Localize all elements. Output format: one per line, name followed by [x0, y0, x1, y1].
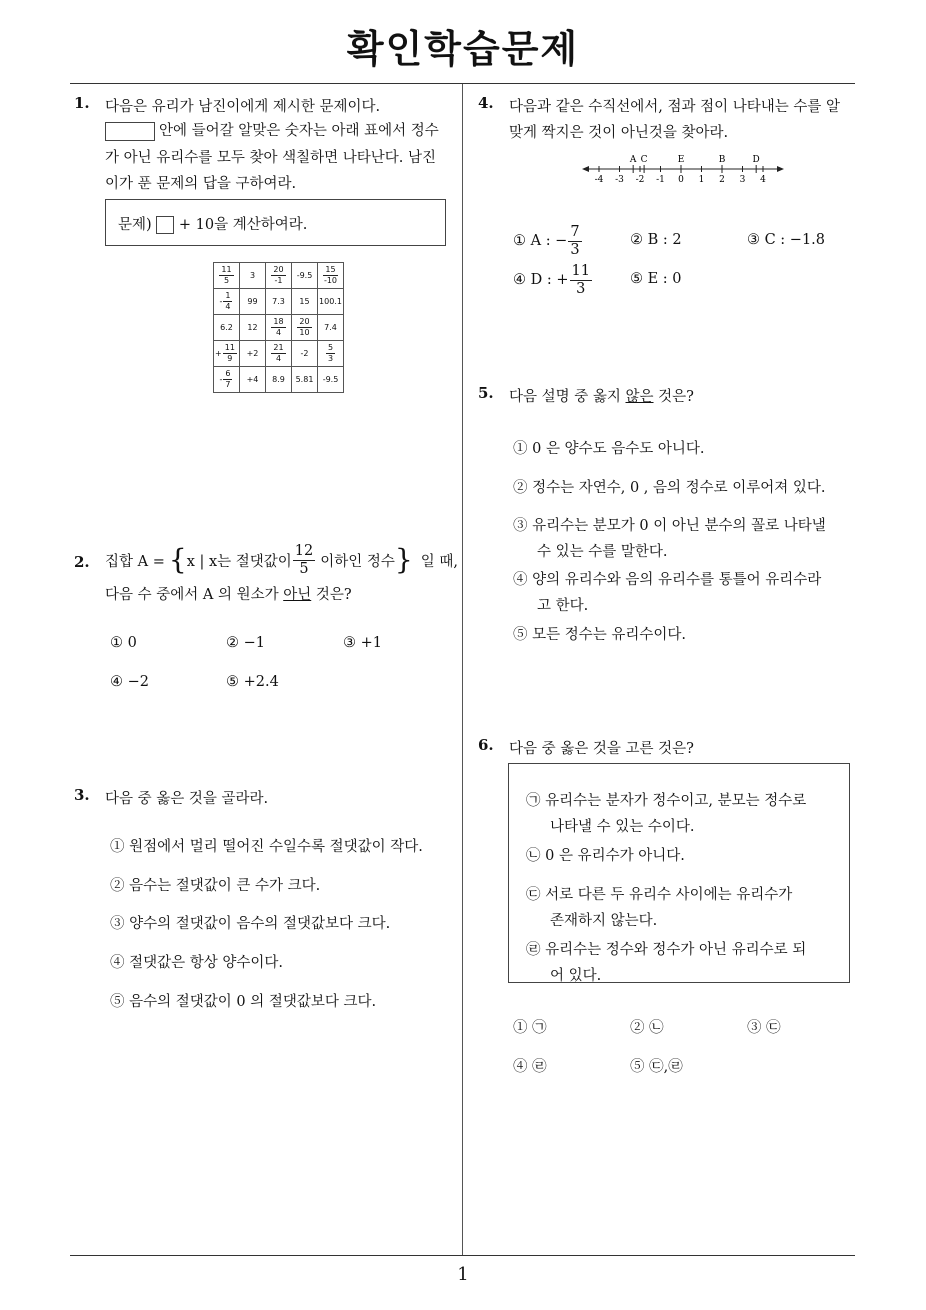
option-1[interactable]: ① 0: [110, 635, 137, 651]
fraction-numerator: 7: [570, 224, 580, 240]
table-cell: [214, 263, 240, 289]
fraction-numerator: 5: [327, 343, 334, 352]
table-cell: [214, 289, 240, 315]
fraction-denominator: 9: [227, 354, 233, 363]
statement-4: ㉣ 유리수는 정수와 정수가 아닌 유리수로 되: [526, 942, 807, 958]
number-line-tick-label: 3: [739, 175, 746, 185]
question-text: 다음 설명 중 옳지: [509, 389, 621, 405]
option-3[interactable]: ③ ㉢: [747, 1020, 781, 1036]
option-5[interactable]: ⑤ 모든 정수는 유리수이다.: [513, 627, 687, 643]
page-title: 확인학습문제: [346, 27, 580, 71]
question-number: 5.: [478, 384, 494, 402]
question-text-line: 다음과 같은 수직선에서, 점과 점이 나타내는 수를 알: [509, 99, 841, 115]
option-3[interactable]: ③ 유리수는 분모가 0 이 아닌 분수의 꼴로 나타낼: [513, 518, 826, 534]
number-line-tick-label: 2: [719, 175, 725, 185]
table-cell: 100.1: [318, 289, 344, 315]
fraction: [568, 225, 581, 257]
number-line-point-label: A: [629, 155, 637, 165]
option-1[interactable]: ① ㉠: [513, 1020, 547, 1036]
option-1[interactable]: ① 0 은 양수도 음수도 아니다.: [513, 441, 705, 457]
fraction-numerator: 6: [225, 369, 231, 378]
page-number: 1: [457, 1264, 469, 1285]
fraction: [297, 318, 311, 337]
statement-2: ㉡ 0 은 유리수가 아니다.: [526, 848, 685, 864]
option-2[interactable]: ② ㉡: [630, 1020, 664, 1036]
number-line-point-label: D: [752, 155, 760, 165]
option-4[interactable]: ④ 절댓값은 항상 양수이다.: [110, 955, 284, 971]
number-line-point-label: C: [640, 155, 648, 165]
number-line-tick-label: -3: [615, 175, 624, 185]
number-line-tick-label: -4: [594, 175, 604, 185]
fraction: [570, 264, 592, 296]
option-3[interactable]: ③ 양수의 절댓값이 음수의 절댓값보다 크다.: [110, 916, 391, 932]
problem-box: [105, 199, 446, 246]
option-3[interactable]: ③ +1: [343, 635, 382, 651]
number-line-point-label: E: [677, 155, 685, 165]
table-cell: 7.4: [318, 315, 344, 341]
option-3-continued: 수 있는 수를 말한다.: [537, 544, 668, 560]
problem-label: 문제): [118, 217, 152, 233]
option-2[interactable]: ② B : 2: [630, 232, 682, 248]
problem-text: [118, 213, 307, 234]
set-definition-lead: 집합 A =: [105, 553, 165, 570]
fraction-denominator: 5: [299, 560, 309, 577]
statement-box: [508, 763, 850, 983]
table-row: [214, 341, 344, 367]
left-arrow-icon: [582, 166, 589, 172]
fraction-denominator: 7: [225, 380, 231, 389]
table-cell: 3: [240, 263, 266, 289]
table-row: [214, 263, 344, 289]
answer-blank-box: [105, 122, 155, 141]
fraction-numerator: 21: [273, 343, 284, 352]
question-text-line: [105, 583, 352, 604]
number-line: [582, 150, 784, 186]
option-5[interactable]: ⑤ +2.4: [226, 674, 279, 690]
fraction-denominator: -1: [274, 276, 283, 285]
option-4-continued: 고 한다.: [537, 598, 589, 614]
fraction: [271, 266, 285, 285]
option-2[interactable]: ② 음수는 절댓값이 큰 수가 크다.: [110, 878, 321, 894]
fraction-numerator: 11: [224, 343, 235, 352]
table-cell: [318, 341, 344, 367]
table-cell: 5.81: [292, 367, 318, 393]
fraction-numerator: 20: [273, 265, 284, 274]
question-text: 일 때,: [420, 553, 458, 570]
question-number: 4.: [478, 94, 494, 112]
table-cell: 12: [240, 315, 266, 341]
fraction: [322, 266, 339, 285]
table-cell: 15: [292, 289, 318, 315]
table-cell: [318, 263, 344, 289]
table-cell: [292, 315, 318, 341]
option-5[interactable]: ⑤ E : 0: [630, 271, 682, 287]
bottom-rule: [70, 1255, 855, 1256]
sign: -: [219, 297, 223, 306]
option-2[interactable]: ② −1: [226, 635, 265, 651]
table-cell: 7.3: [266, 289, 292, 315]
underlined-word: 아닌: [283, 587, 312, 603]
question-number: 1.: [74, 94, 90, 112]
table-cell: [266, 315, 292, 341]
question-text: 다음 수 중에서 A 의 원소가: [105, 587, 279, 603]
problem-expression: + 10을 계산하여라.: [178, 217, 308, 233]
question-number: 6.: [478, 736, 494, 754]
statement-1-continued: 나타낼 수 있는 수이다.: [550, 819, 695, 835]
statement-3: ㉢ 서로 다른 두 유리수 사이에는 유리수가: [526, 887, 793, 903]
sign: +: [215, 349, 222, 358]
option-text: ④ D : +: [513, 272, 569, 288]
statement-4-continued: 어 있다.: [550, 968, 602, 984]
right-brace: }: [394, 543, 413, 576]
set-condition-end: 이하인 정수: [320, 553, 395, 570]
fraction: [326, 344, 335, 363]
fraction-denominator: 4: [225, 302, 231, 311]
number-line-tick-label: 0: [678, 175, 684, 185]
fraction: [293, 544, 315, 576]
answer-blank-box: [156, 216, 174, 234]
fraction-numerator: 12: [294, 543, 314, 559]
fraction-denominator: 3: [327, 354, 334, 363]
number-line-tick-label: -1: [656, 175, 665, 185]
fraction: [271, 344, 285, 363]
question-text-line: 맞게 짝지은 것이 아닌것을 찾아라.: [509, 125, 729, 141]
option-text: ① A : −: [513, 233, 568, 249]
option-5[interactable]: ⑤ 음수의 절댓값이 0 의 절댓값보다 크다.: [110, 994, 377, 1010]
question-number: 2.: [74, 553, 90, 571]
option-4[interactable]: ④ ㉣: [513, 1059, 547, 1075]
fraction: [219, 266, 233, 285]
fraction-denominator: 10: [299, 328, 310, 337]
option-4[interactable]: [513, 263, 593, 297]
fraction-denominator: 5: [223, 276, 230, 285]
option-5[interactable]: ⑤ ㉢,㉣: [630, 1059, 683, 1075]
number-line-tick-label: -2: [635, 175, 645, 185]
number-line-tick-label: 4: [760, 175, 766, 185]
fraction: [223, 344, 237, 363]
number-line-tick-label: 1: [698, 175, 705, 185]
fraction-denominator: 3: [576, 280, 586, 297]
left-brace: {: [168, 543, 187, 576]
table-cell: -9.5: [318, 367, 344, 393]
fraction-numerator: 11: [221, 265, 232, 274]
table-cell: -2: [292, 341, 318, 367]
question-text: 안에 들어갈 알맞은 숫자는 아래 표에서 정수: [159, 123, 439, 139]
question-text: 것은?: [658, 389, 694, 405]
table-cell: +2: [240, 341, 266, 367]
table-cell: 8.9: [266, 367, 292, 393]
fraction: [223, 370, 232, 389]
question-text: 것은?: [315, 587, 352, 603]
fraction: [223, 292, 232, 311]
table-cell: [266, 341, 292, 367]
number-line-points: [629, 155, 760, 173]
table-cell: [214, 341, 240, 367]
sign: -: [219, 375, 223, 384]
statement-1: ㉠ 유리수는 분자가 정수이고, 분모는 정수로: [526, 793, 807, 809]
table-cell: [266, 263, 292, 289]
question-text-line: [509, 385, 694, 406]
option-1[interactable]: [513, 224, 583, 258]
question-text-line: [105, 540, 458, 580]
option-2[interactable]: ② 정수는 자연수, 0 , 음의 정수로 이루어져 있다.: [513, 480, 826, 496]
fraction-denominator: 4: [275, 328, 282, 337]
number-table: [213, 262, 344, 393]
question-text-line: 가 아닌 유리수를 모두 찾아 색칠하면 나타난다. 남진: [105, 150, 437, 166]
option-3[interactable]: ③ C : −1.8: [747, 232, 826, 248]
option-1[interactable]: ① 원점에서 멀리 떨어진 수일수록 절댓값이 작다.: [110, 839, 423, 855]
table-cell: +4: [240, 367, 266, 393]
option-4[interactable]: ④ 양의 유리수와 음의 유리수를 통틀어 유리수라: [513, 572, 822, 588]
question-text-line: 다음은 유리가 남진이에게 제시한 문제이다.: [105, 99, 381, 115]
fraction-denominator: 3: [570, 241, 580, 258]
fraction-denominator: -10: [323, 276, 338, 285]
question-text-line: 다음 중 옳은 것을 고른 것은?: [509, 741, 694, 757]
fraction: [271, 318, 285, 337]
set-condition: x | x는 절댓값이: [186, 553, 292, 570]
table-row: [214, 289, 344, 315]
question-number: 3.: [74, 786, 90, 804]
number-line-point-label: B: [718, 155, 726, 165]
table-cell: 6.2: [214, 315, 240, 341]
fraction-numerator: 1: [225, 291, 231, 300]
fraction-numerator: 15: [325, 265, 336, 274]
question-text-line: 다음 중 옳은 것을 골라라.: [105, 791, 269, 807]
underlined-word: 않은: [625, 389, 654, 405]
table-row: [214, 367, 344, 393]
table-cell: 99: [240, 289, 266, 315]
table-cell: -9.5: [292, 263, 318, 289]
option-4[interactable]: ④ −2: [110, 674, 149, 690]
question-text-line: 이가 푼 문제의 답을 구하여라.: [105, 176, 297, 192]
fraction-numerator: 20: [299, 317, 310, 326]
fraction-numerator: 18: [273, 317, 284, 326]
statement-3-continued: 존재하지 않는다.: [550, 913, 658, 929]
right-arrow-icon: [777, 166, 784, 172]
table-row: [214, 315, 344, 341]
column-divider: [462, 84, 463, 1256]
fraction-denominator: 4: [275, 354, 282, 363]
question-text-line: [105, 119, 439, 141]
number-table-wrap: [213, 262, 344, 393]
fraction-numerator: 11: [571, 263, 590, 279]
table-cell: [214, 367, 240, 393]
